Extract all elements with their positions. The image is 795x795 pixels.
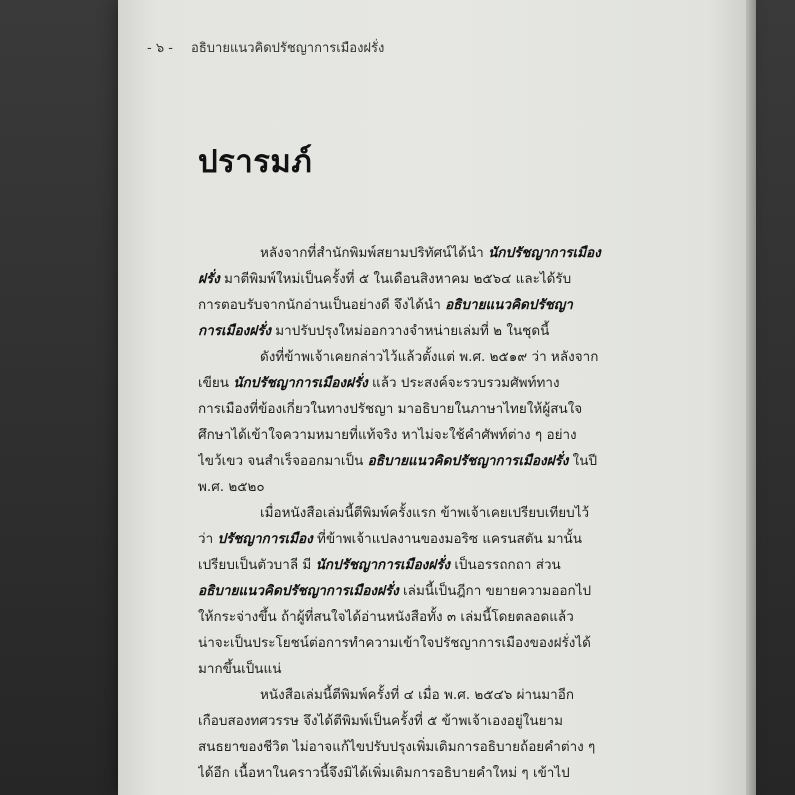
book-title-emphasis: นักปรัชญาการเมืองฝรั่ง [315, 557, 451, 573]
text-segment: การเมืองที่ข้องเกี่ยวในทางปรัชญา มาอธิบายในภาษาไทยให้ผู้สนใจ [198, 401, 583, 417]
text-segment: ที่ข้าพเจ้าแปลงานของมอริซ แครนสตัน มานั้น [312, 531, 583, 547]
text-line [198, 734, 688, 760]
text-segment: เปรียบเป็นตัวบาลี มี [198, 557, 316, 573]
text-segment: เล่มนี้เป็นฎีกา ขยายความออกไป [398, 583, 592, 599]
text-line [198, 500, 688, 526]
text-line [198, 240, 688, 266]
text-segment: ในปี [568, 453, 598, 469]
text-segment: เมื่อหนังสือเล่มนี้ตีพิมพ์ครั้งแรก ข้าพเจ้าเคยเปรียบเทียบไว้ [260, 505, 590, 521]
text-line [198, 448, 688, 474]
text-segment: มาตีพิมพ์ใหม่เป็นครั้งที่ ๕ ในเดือนสิงหาคม ๒๕๖๔ และได้รับ [219, 271, 572, 287]
text-line [198, 708, 688, 734]
text-segment: มากขึ้นเป็นแน่ [198, 661, 282, 677]
text-segment: ดังที่ข้าพเจ้าเคยกล่าวไว้แล้วตั้งแต่ พ.ศ. ๒๕๑๙ ว่า หลังจาก [260, 349, 599, 365]
text-segment: ว่า [198, 531, 218, 547]
text-segment: หนังสือเล่มนี้ตีพิมพ์ครั้งที่ ๔ เมื่อ พ.ศ. ๒๕๔๖ ผ่านมาอีก [260, 687, 575, 703]
text-segment: น่าจะเป็นประโยชน์ต่อการทำความเข้าใจปรัชญาการเมืองของฝรั่งได้ [198, 635, 591, 651]
text-line [198, 630, 688, 656]
text-segment: มาปรับปรุงใหม่ออกวางจำหน่ายเล่มที่ ๒ ในชุดนี้ [270, 323, 550, 339]
chapter-title: ปรารมภ์ [198, 144, 313, 180]
book-title-emphasis: อธิบายแนวคิดปรัชญา [445, 297, 573, 313]
text-segment: หลังจากที่สำนักพิมพ์สยามปริทัศน์ได้นำ [260, 245, 489, 261]
page-number: - ๖ - [147, 41, 173, 56]
text-line [198, 292, 688, 318]
book-title: อธิบายแนวคิดปรัชญาการเมืองฝรั่ง [191, 41, 385, 56]
text-line [198, 526, 688, 552]
text-segment: ไขว้เขว จนสำเร็จออกมาเป็น [198, 453, 368, 469]
page-stack-edge [746, 0, 756, 795]
book-title-emphasis: ปรัชญาการเมือง [217, 531, 313, 547]
body-text [198, 240, 688, 786]
text-segment: ให้กระจ่างขึ้น ถ้าผู้ที่สนใจได้อ่านหนังสือทั้ง ๓ เล่มนี้โดยตลอดแล้ว [198, 609, 574, 625]
book-title-emphasis: ฝรั่ง [198, 271, 220, 287]
text-line [198, 422, 688, 448]
text-line [198, 396, 688, 422]
text-segment: เขียน [198, 375, 234, 391]
book-title-emphasis: อธิบายแนวคิดปรัชญาการเมืองฝรั่ง [198, 583, 399, 599]
book-title-emphasis: อธิบายแนวคิดปรัชญาการเมืองฝรั่ง [367, 453, 569, 469]
text-line [198, 682, 688, 708]
text-segment: ศึกษาได้เข้าใจความหมายที่แท้จริง หาไม่จะใช้คำศัพท์ต่าง ๆ อย่าง [198, 427, 577, 443]
text-segment: สนธยาของชีวิต ไม่อาจแก้ไขปรับปรุงเพิ่มเติมการอธิบายถ้อยคำต่าง ๆ [198, 739, 596, 755]
text-segment: แล้ว ประสงค์จะรวบรวมศัพท์ทาง [367, 375, 560, 391]
text-line [198, 474, 688, 500]
text-line [198, 760, 688, 786]
text-line [198, 552, 688, 578]
text-line [198, 578, 688, 604]
running-header [147, 37, 384, 58]
text-line [198, 318, 688, 344]
text-line [198, 344, 688, 370]
text-line [198, 370, 688, 396]
text-line [198, 604, 688, 630]
text-segment: ได้อีก เนื้อหาในคราวนี้จึงมิได้เพิ่มเติมการอธิบายคำใหม่ ๆ เข้าไป [198, 765, 570, 781]
text-line [198, 266, 688, 292]
text-segment: พ.ศ. ๒๕๒๐ [198, 479, 265, 495]
book-title-emphasis: นักปรัชญาการเมือง [488, 245, 601, 261]
text-segment: การตอบรับจากนักอ่านเป็นอย่างดี จึงได้นำ [198, 297, 446, 313]
book-title-emphasis: การเมืองฝรั่ง [198, 323, 271, 339]
text-segment: เป็นอรรถกถา ส่วน [450, 557, 561, 573]
text-segment: เกือบสองทศวรรษ จึงได้ตีพิมพ์เป็นครั้งที่ ๕ ข้าพเจ้าเองอยู่ในยาม [198, 713, 564, 729]
book-title-emphasis: นักปรัชญาการเมืองฝรั่ง [233, 375, 368, 391]
text-line [198, 656, 688, 682]
